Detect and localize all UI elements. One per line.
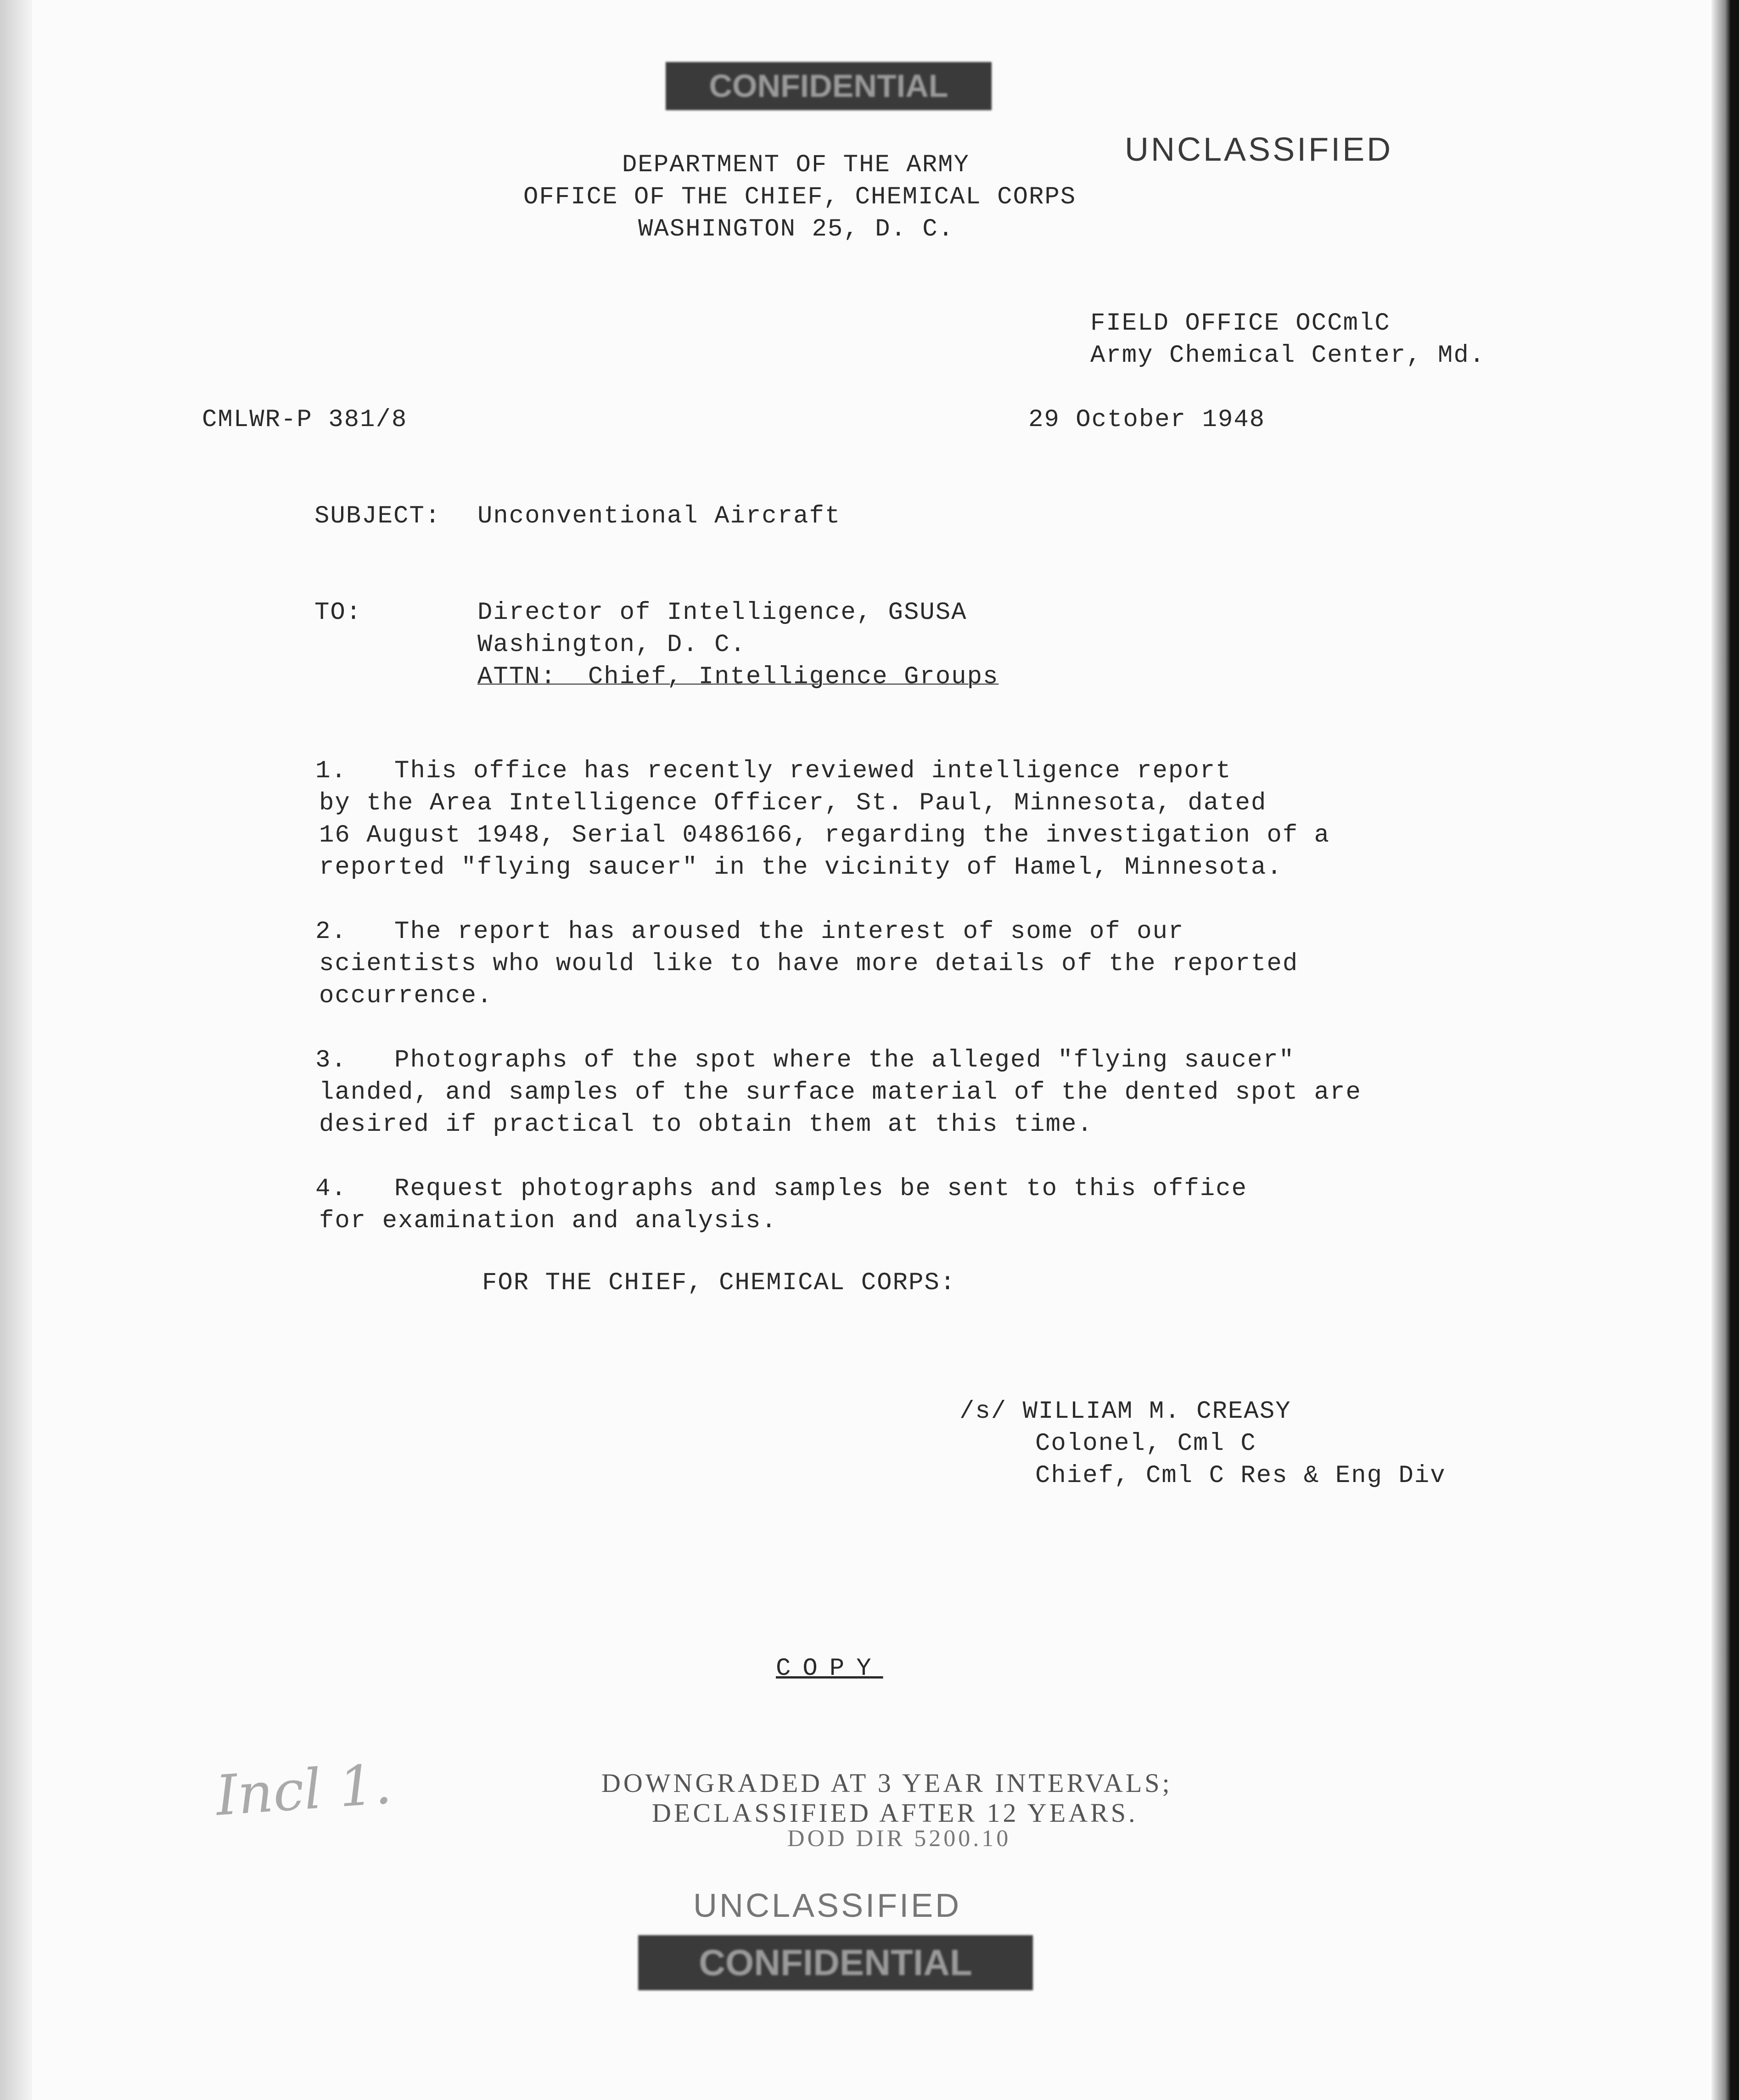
paragraph-2-line-3: occurrence. — [319, 982, 493, 1010]
downgrade-stamp-line-2: DECLASSIFIED AFTER 12 YEARS. — [652, 1798, 1138, 1828]
top-classification-stamp: CONFIDENTIAL — [666, 62, 992, 110]
right-scan-shadow — [1711, 0, 1739, 2100]
paragraph-1-line-1: 1. This office has recently reviewed intelligence report — [236, 757, 1232, 785]
to-label: TO: — [314, 599, 362, 627]
paragraph-1-line-3: 16 August 1948, Serial 0486166, regarding the investigation of a — [319, 821, 1330, 849]
paragraph-1-line-2: by the Area Intelligence Officer, St. Paul, Minnesota, dated — [319, 789, 1267, 817]
downgrade-stamp-line-3: DOD DIR 5200.10 — [787, 1825, 1011, 1852]
paragraph-4-line-1: 4. Request photographs and samples be sent to this office — [236, 1175, 1247, 1203]
signature-line-1: /s/ WILLIAM M. CREASY — [959, 1398, 1291, 1426]
closing-line: FOR THE CHIEF, CHEMICAL CORPS: — [482, 1269, 956, 1297]
copy-label: COPY — [776, 1655, 883, 1683]
letter-date: 29 October 1948 — [1028, 406, 1266, 434]
letterhead-line-3: WASHINGTON 25, D. C. — [638, 215, 954, 243]
unclassified-stamp-bottom: UNCLASSIFIED — [693, 1887, 962, 1924]
letterhead-line-1: DEPARTMENT OF THE ARMY — [622, 151, 970, 179]
signature-line-3: Chief, Cml C Res & Eng Div — [1035, 1462, 1446, 1490]
to-line-1: Director of Intelligence, GSUSA — [477, 599, 967, 627]
bottom-classification-stamp: CONFIDENTIAL — [638, 1935, 1033, 1990]
handwritten-enclosure-note: Incl 1. — [213, 1752, 394, 1829]
subject-value: Unconventional Aircraft — [477, 502, 841, 530]
subject-label: SUBJECT: — [314, 502, 441, 530]
file-reference: CMLWR-P 381/8 — [202, 406, 408, 434]
paragraph-1-line-4: reported "flying saucer" in the vicinity of Hamel, Minnesota. — [319, 853, 1283, 882]
unclassified-stamp-top: UNCLASSIFIED — [1125, 131, 1393, 168]
paragraph-2-line-1: 2. The report has aroused the interest of some of our — [236, 918, 1184, 946]
paragraph-4-line-2: for examination and analysis. — [319, 1207, 777, 1235]
signature-line-2: Colonel, Cml C — [1035, 1430, 1257, 1458]
paragraph-2-line-2: scientists who would like to have more details of the reported — [319, 950, 1299, 978]
left-scan-shadow — [0, 0, 32, 2100]
field-office-line-1: FIELD OFFICE OCCmlC — [1090, 309, 1391, 337]
paragraph-3-line-3: desired if practical to obtain them at this time. — [319, 1111, 1093, 1139]
to-line-2: Washington, D. C. — [477, 631, 746, 659]
to-line-3: ATTN: Chief, Intelligence Groups — [477, 663, 999, 691]
field-office-line-2: Army Chemical Center, Md. — [1090, 342, 1486, 370]
downgrade-stamp-line-1: DOWNGRADED AT 3 YEAR INTERVALS; — [601, 1768, 1172, 1798]
paragraph-3-line-2: landed, and samples of the surface material of the dented spot are — [319, 1078, 1362, 1106]
paragraph-3-line-1: 3. Photographs of the spot where the alleged "flying saucer" — [236, 1046, 1295, 1074]
letterhead-line-2: OFFICE OF THE CHIEF, CHEMICAL CORPS — [523, 183, 1077, 211]
